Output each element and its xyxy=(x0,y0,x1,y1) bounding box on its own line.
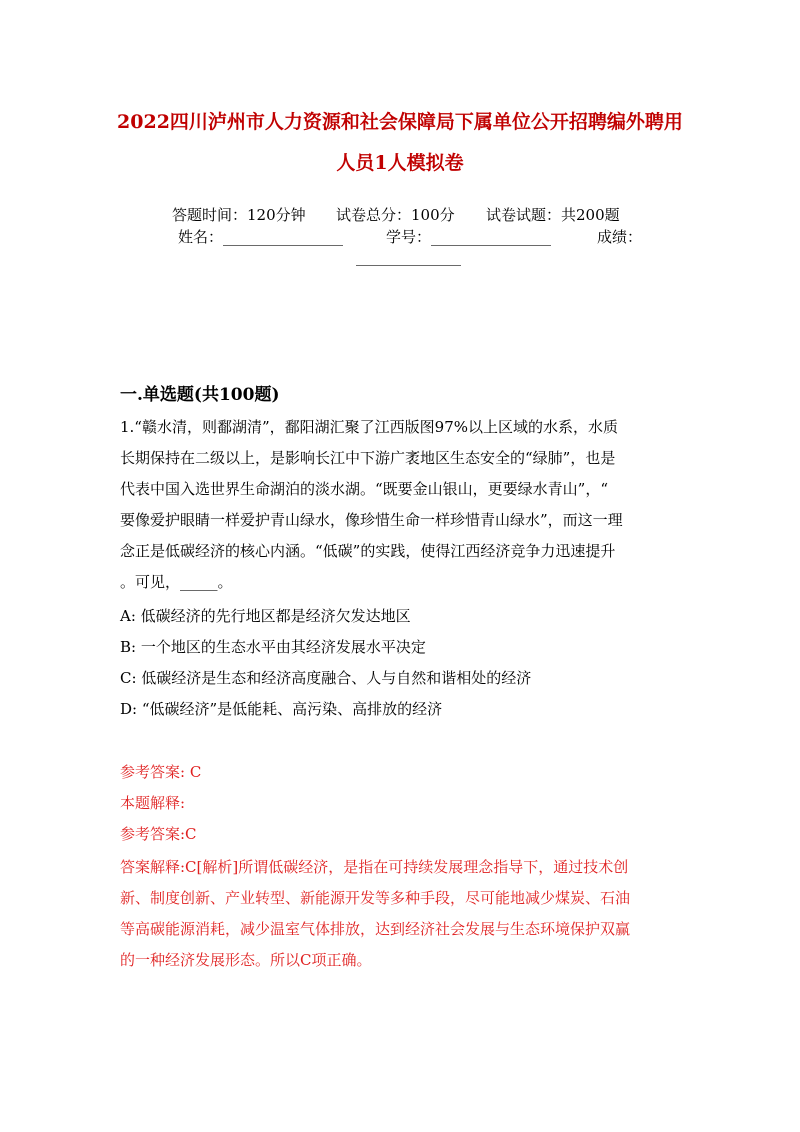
explanation-line: 答案解释:C[解析]所谓低碳经济，是指在可持续发展理念指导下，通过技术创 xyxy=(120,858,629,876)
question-1-text xyxy=(120,412,680,598)
question-line: 长期保持在二级以上，是影响长江中下游广袤地区生态安全的“绿肺”，也是 xyxy=(120,449,616,467)
answer-explanation xyxy=(120,852,680,976)
option-c: C: 低碳经济是生态和经济高度融合、人与自然和谐相处的经济 xyxy=(120,669,532,687)
score-blank: ______________ xyxy=(356,248,461,266)
option-b: B: 一个地区的生态水平由其经济发展水平决定 xyxy=(120,638,426,656)
question-line: 。可见，_____。 xyxy=(120,573,233,591)
reference-answer-2: 参考答案:C xyxy=(120,825,197,843)
option-d: D: “低碳经济”是低能耗、高污染、高排放的经济 xyxy=(120,700,443,718)
document-title-line1: 2022四川泸州市人力资源和社会保障局下属单位公开招聘编外聘用 xyxy=(117,111,683,133)
section-heading: 一.单选题(共100题) xyxy=(120,385,280,405)
student-name-field: 姓名：________________ xyxy=(178,228,344,246)
question-line: 念正是低碳经济的核心内涵。“低碳”的实践，使得江西经济竞争力迅速提升 xyxy=(120,542,616,560)
document-title-line2: 人员1人模拟卷 xyxy=(336,152,464,174)
question-line: 1.“赣水清，则鄱湖清”，鄱阳湖汇聚了江西版图97%以上区域的水系，水质 xyxy=(120,418,618,436)
reference-answer: 参考答案: C xyxy=(120,763,202,781)
explanation-line: 等高碳能源消耗，减少温室气体排放，达到经济社会发展与生态环境保护双赢 xyxy=(120,920,631,938)
explanation-line: 新、制度创新、产业转型、新能源开发等多种手段，尽可能地减少煤炭、石油 xyxy=(120,889,631,907)
exam-question-count: 试卷试题：共200题 xyxy=(486,206,620,224)
explanation-label: 本题解释: xyxy=(120,794,186,812)
question-line: 代表中国入选世界生命湖泊的淡水湖。“既要金山银山，更要绿水青山”，“ xyxy=(120,480,609,498)
option-a: A: 低碳经济的先行地区都是经济欠发达地区 xyxy=(120,607,411,625)
question-line: 要像爱护眼睛一样爱护青山绿水，像珍惜生命一样珍惜青山绿水”，而这一理 xyxy=(120,511,623,529)
score-label: 成绩： xyxy=(597,228,643,246)
exam-time: 答题时间：120分钟 xyxy=(172,206,306,224)
exam-total-score: 试卷总分：100分 xyxy=(336,206,455,224)
explanation-line: 的一种经济发展形态。所以C项正确。 xyxy=(120,951,372,969)
student-id-field: 学号：________________ xyxy=(386,228,552,246)
